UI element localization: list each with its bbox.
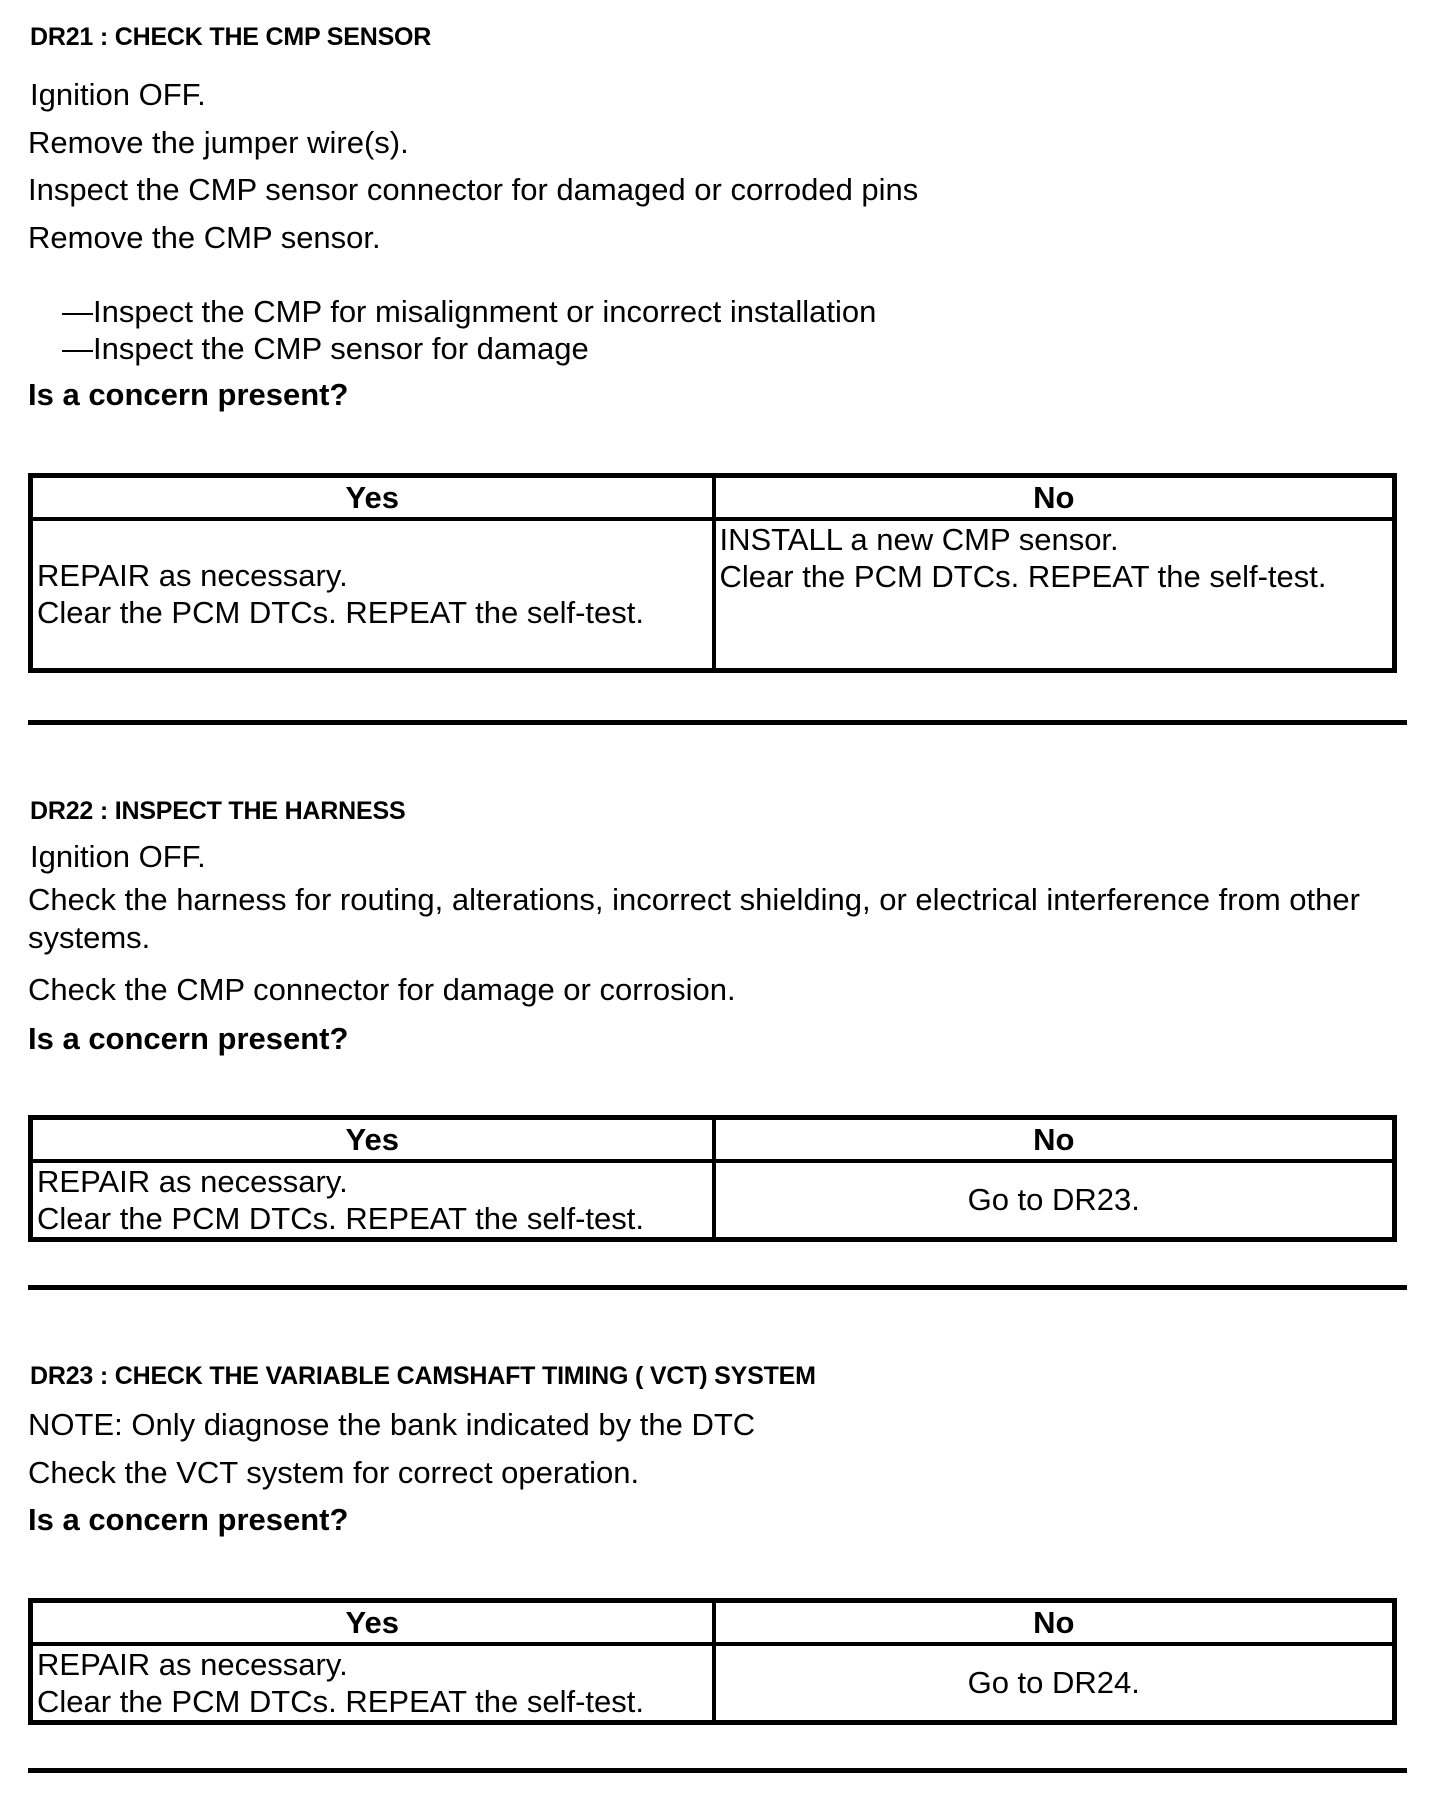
- no-cell: [714, 1161, 1395, 1240]
- no-header: No: [714, 1118, 1395, 1161]
- section-divider: [28, 1768, 1407, 1773]
- section-heading: DR21 : CHECK THE CMP SENSOR: [30, 23, 432, 51]
- section-divider: [28, 1285, 1407, 1290]
- no-cell: [714, 1644, 1395, 1723]
- go-to-link[interactable]: Go to DR23.: [967, 1182, 1140, 1217]
- section-divider: [28, 720, 1407, 725]
- question-text: Is a concern present?: [28, 1021, 349, 1056]
- yes-cell: [31, 1161, 714, 1240]
- yes-line: Clear the PCM DTCs. REPEAT the self-test.: [37, 1200, 644, 1236]
- step-text: Check the CMP connector for damage or corrosion.: [28, 972, 736, 1007]
- question-text: Is a concern present?: [28, 377, 349, 412]
- yes-cell: [31, 519, 714, 671]
- substep-text: —Inspect the CMP sensor for damage: [62, 331, 589, 366]
- no-line: INSTALL a new CMP sensor.: [719, 521, 1119, 557]
- yes-cell: [31, 1644, 714, 1723]
- step-text: Inspect the CMP sensor connector for damaged or corroded pins: [28, 172, 919, 207]
- yes-header: Yes: [31, 1118, 714, 1161]
- step-text: Ignition OFF.: [30, 77, 206, 112]
- no-header: No: [714, 476, 1395, 519]
- go-to-link[interactable]: Go to DR24.: [967, 1665, 1140, 1700]
- yes-header: Yes: [31, 1601, 714, 1644]
- yes-header: Yes: [31, 476, 714, 519]
- yes-line: REPAIR as necessary.: [37, 1163, 348, 1199]
- yes-line: REPAIR as necessary.: [37, 1646, 348, 1682]
- yes-no-table: [28, 1598, 1397, 1725]
- step-text: NOTE: Only diagnose the bank indicated by the DTC: [28, 1407, 756, 1442]
- step-text: Remove the jumper wire(s).: [28, 125, 409, 160]
- yes-line: REPAIR as necessary.: [37, 558, 348, 594]
- question-text: Is a concern present?: [28, 1502, 349, 1537]
- step-text: Check the harness for routing, alterations, incorrect shielding, or electrical interference from other systems.: [28, 882, 1360, 955]
- no-header: No: [714, 1601, 1395, 1644]
- yes-line: Clear the PCM DTCs. REPEAT the self-test.: [37, 1683, 644, 1719]
- no-line: Clear the PCM DTCs. REPEAT the self-test.: [719, 558, 1327, 594]
- step-text: Ignition OFF.: [30, 839, 206, 874]
- yes-no-table: [28, 1115, 1397, 1242]
- step-text: Remove the CMP sensor.: [28, 220, 381, 255]
- section-heading: DR23 : CHECK THE VARIABLE CAMSHAFT TIMING ( VCT) SYSTEM: [30, 1362, 816, 1390]
- yes-no-table: [28, 473, 1397, 673]
- yes-line: Clear the PCM DTCs. REPEAT the self-test.: [37, 595, 644, 631]
- step-text: Check the VCT system for correct operation.: [28, 1455, 640, 1490]
- section-heading: DR22 : INSPECT THE HARNESS: [30, 797, 406, 825]
- substep-text: —Inspect the CMP for misalignment or incorrect installation: [62, 294, 877, 329]
- no-cell: [714, 519, 1395, 671]
